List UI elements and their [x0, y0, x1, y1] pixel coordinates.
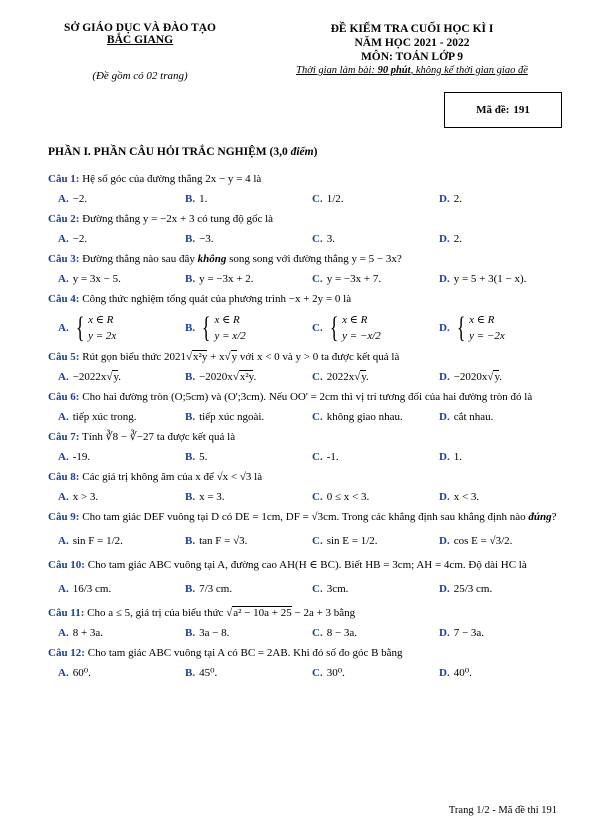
question-12: Câu 12: Cho tam giác ABC vuông tại A có BC = 2AB. Khi đó số đo góc B bằng: [48, 647, 403, 659]
exam-code-label: Mã đề:: [476, 104, 510, 116]
option-d: D. cắt nhau.: [439, 411, 494, 423]
question-10: Câu 10: Cho tam giác ABC vuông tại A, đường cao AH(H ∈ BC). Biết HB = 3cm; AH = 4cm. Độ dài HC là: [48, 559, 527, 571]
option-a: A. 60⁰.: [58, 667, 91, 679]
question-2: Câu 2: Đường thẳng y = −2x + 3 có tung độ gốc là: [48, 213, 274, 225]
option-a: A. −2022x√y.: [58, 371, 122, 383]
question-6: Câu 6: Cho hai đường tròn (O;5cm) và (O';3cm). Nếu OO' = 2cm thì vị trí tương đối của hai đường tròn đó là: [48, 391, 533, 403]
option-b: B. 45⁰.: [185, 667, 218, 679]
option-c: C. 3.: [312, 233, 335, 245]
option-b: B. tan F = √3.: [185, 535, 248, 547]
option-a: A. sin F = 1/2.: [58, 535, 123, 547]
exam-code-box: [444, 92, 562, 128]
header-right: [262, 22, 562, 78]
school-year: NĂM HỌC 2021 - 2022: [354, 37, 470, 49]
option-d: D. 40⁰.: [439, 667, 472, 679]
pages-note: (Đề gồm có 02 trang): [92, 70, 188, 82]
option-d: D. 2.: [439, 233, 462, 245]
option-c: C. không giao nhau.: [312, 411, 403, 423]
options-3: [48, 272, 558, 286]
options-4: [48, 312, 558, 344]
option-a: A. 8 + 3a.: [58, 627, 104, 639]
question-4: Câu 4: Công thức nghiệm tổng quát của phương trình −x + 2y = 0 là: [48, 293, 352, 305]
option-c: C. y = −3x + 7.: [312, 273, 382, 285]
exam-title: ĐỀ KIỂM TRA CUỐI HỌC KÌ I: [330, 23, 494, 35]
option-d: D. 2.: [439, 193, 462, 205]
dept-name: SỞ GIÁO DỤC VÀ ĐÀO TẠO: [64, 22, 216, 34]
option-c: C. 0 ≤ x < 3.: [312, 491, 370, 503]
option-a: A. x > 3.: [58, 491, 99, 503]
option-c: C. { x ∈ R y = −x/2: [312, 311, 381, 344]
option-b: B. tiếp xúc ngoài.: [185, 411, 265, 423]
questions: [48, 172, 558, 686]
subject: MÔN: TOÁN LỚP 9: [360, 51, 464, 63]
page-footer: Trang 1/2 - Mã đề thi 191: [448, 805, 557, 816]
option-a: A. { x ∈ R y = 2x: [58, 311, 117, 344]
option-b: B. 1.: [185, 193, 208, 205]
question-8: Câu 8: Các giá trị không âm của x để √x < √3 là: [48, 471, 263, 483]
question-5: Câu 5: Rút gọn biểu thức 2021√x²y + x√y với x < 0 và y > 0 ta được kết quả là: [48, 351, 400, 363]
option-c: C. 8 − 3a.: [312, 627, 358, 639]
header-left: [40, 22, 240, 82]
question-1: Câu 1: Hệ số góc của đường thẳng 2x − y = 4 là: [48, 173, 262, 185]
option-c: C. 2022x√y.: [312, 371, 369, 383]
option-d: D. 7 − 3a.: [439, 627, 485, 639]
options-9: [48, 534, 558, 548]
option-c: C. 1/2.: [312, 193, 344, 205]
options-2: [48, 232, 558, 246]
options-8: [48, 490, 558, 504]
option-d: D. 1.: [439, 451, 462, 463]
option-c: C. 3cm.: [312, 583, 349, 595]
option-b: B. { x ∈ R y = x/2: [185, 311, 246, 344]
option-a: A. −2.: [58, 193, 88, 205]
option-d: D. 25/3 cm.: [439, 583, 493, 595]
option-a: A. -19.: [58, 451, 91, 463]
option-d: D. −2020x√y.: [439, 371, 503, 383]
option-a: A. y = 3x − 5.: [58, 273, 121, 285]
options-5: [48, 370, 558, 384]
option-d: D. x < 3.: [439, 491, 480, 503]
question-11: Câu 11: Cho a ≤ 5, giá trị của biểu thức √a² − 10a + 25 − 2a + 3 bằng: [48, 607, 356, 619]
option-b: B. y = −3x + 2.: [185, 273, 254, 285]
options-7: [48, 450, 558, 464]
part-title: PHẦN I. PHẦN CÂU HỎI TRẮC NGHIỆM (3,0 điểm): [48, 146, 318, 158]
option-b: B. −3.: [185, 233, 214, 245]
option-c: C. -1.: [312, 451, 339, 463]
option-b: B. 5.: [185, 451, 208, 463]
exam-code-value: 191: [513, 104, 530, 116]
options-10: [48, 582, 558, 596]
option-a: A. 16/3 cm.: [58, 583, 112, 595]
option-d: D. y = 5 + 3(1 − x).: [439, 273, 527, 285]
option-a: A. tiếp xúc trong.: [58, 411, 137, 423]
option-d: D. cos E = √3/2.: [439, 535, 513, 547]
option-d: D. { x ∈ R y = −2x: [439, 311, 505, 344]
question-7: Câu 7: Tính ∛8 − ∛−27 ta được kết quả là: [48, 431, 236, 443]
options-1: [48, 192, 558, 206]
options-12: [48, 666, 558, 680]
option-b: B. 3a − 8.: [185, 627, 230, 639]
option-b: B. 7/3 cm.: [185, 583, 233, 595]
option-a: A. −2.: [58, 233, 88, 245]
options-11: [48, 626, 558, 640]
province-name: BẮC GIANG: [106, 34, 174, 46]
option-b: B. x = 3.: [185, 491, 225, 503]
option-c: C. 30⁰.: [312, 667, 345, 679]
question-9: Câu 9: Cho tam giác DEF vuông tại D có DE = 1cm, DF = √3cm. Trong các khẳng định sau khẳng định nào đúng?: [48, 511, 557, 523]
option-b: B. −2020x√x²y.: [185, 371, 257, 383]
options-6: [48, 410, 558, 424]
option-c: C. sin E = 1/2.: [312, 535, 378, 547]
time-note: Thời gian làm bài: 90 phút, không kể thời gian giao đề: [296, 65, 528, 76]
question-3: Câu 3: Đường thẳng nào sau đây không song song với đường thẳng y = 5 − 3x?: [48, 253, 402, 265]
